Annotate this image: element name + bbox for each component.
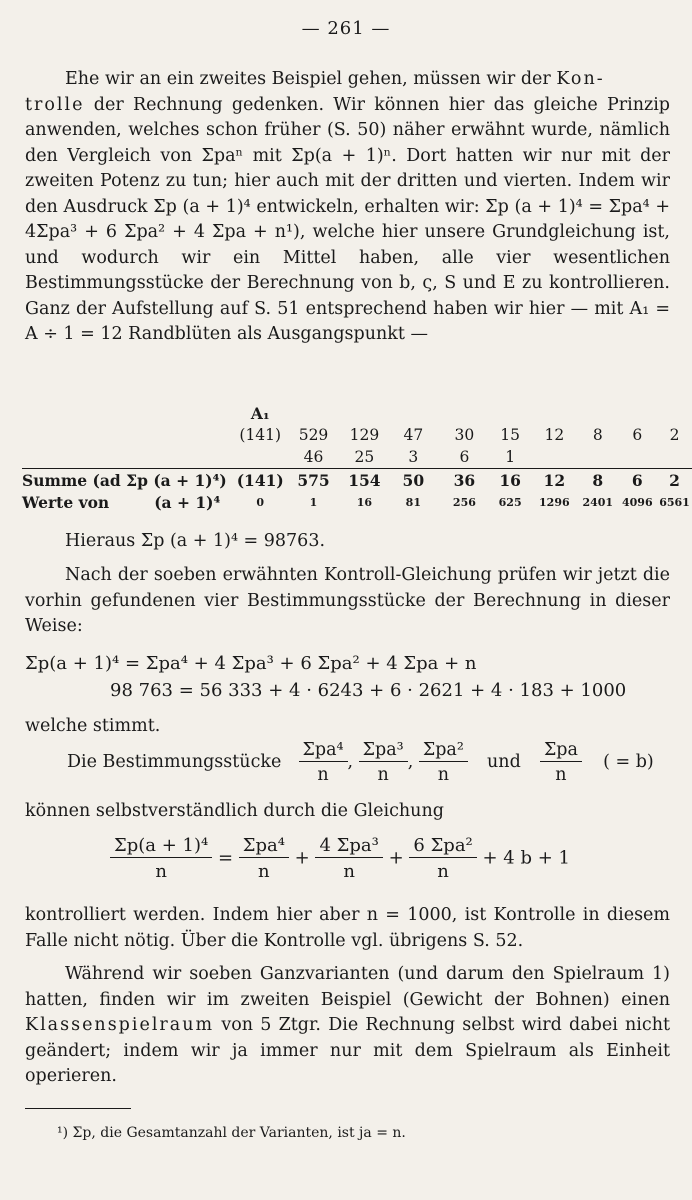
- table-header-row: [22, 402, 692, 424]
- control-equation-numeric: 98 763 = 56 333 + 4 · 6243 + 6 · 2621 + 4 · 183 + 1000: [110, 680, 627, 701]
- equals-b: ( = b): [603, 752, 654, 772]
- bestimmungsstuecke-line: Die Bestimmungsstücke $\frac{\text{Σpa⁴}}{n}$ , $\frac{\text{Σpa³}}{n}$ , $\frac{\text{Σpa²}}{n}$ und $\frac{\text{Σpa}}{n}$ ( = b): [67, 740, 654, 785]
- table-cell: 50: [387, 469, 439, 492]
- control-equation-symbolic: Σp(a + 1)⁴ = Σpa⁴ + 4 Σpa³ + 6 Σpa² + 4 Σpa + n: [25, 653, 477, 674]
- para1-text-start: Ehe wir an ein zweites Beispiel gehen, müssen wir der: [65, 69, 551, 89]
- fraction-pa3-n: $\frac{\text{Σpa³}}{n}$: [359, 740, 408, 785]
- table-cell: 12: [531, 469, 578, 492]
- table-cell: 129: [349, 426, 380, 444]
- fraction-term3: $\frac{\text{6 Σpa²}}{n}$: [409, 835, 476, 882]
- para1-text-body: der Rechnung gedenken. Wir können hier das gleiche Prinzip anwenden, welches schon früher (S. 50) näher erwähnt wurde, nämlich den Vergleich von Σpaⁿ mit Σp(a + 1)ⁿ. Dort hatten wir nur mit der zweiten Potenz zu tun; hier auch mit der dritten und vierten. Indem wir den Ausdruck Σp (a + 1)⁴ entwickeln, erhalten wir: Σp (a + 1)⁴ = Σpa⁴ + 4Σpa³ + 6 Σpa² + 4 Σpa + n¹), welche hier unsere Grundgleichung ist, und wodurch wir ein Mittel haben, alle vier wesentlichen Bestimmungsstücke der Berechnung von b, ς, S und E zu kontrollieren. Ganz der Aufstellung auf S. 51 entsprechend haben wir hier — mit A₁ = A ÷ 1 = 12 Randblüten als Ausgangspunkt —: [25, 94, 670, 344]
- fraction-term2: $\frac{\text{4 Σpa³}}{n}$: [315, 835, 382, 882]
- paragraph-control-equation: Nach der soeben erwähnten Kontroll-Gleichung prüfen wir jetzt die vorhin gefundenen vier Bestimmungsstücke der Berechnung in dieser Weise:: [25, 565, 670, 636]
- table-cell: 30: [454, 426, 475, 444]
- table-cell: 1296: [539, 495, 570, 509]
- table-cell: 6: [632, 426, 643, 444]
- und-word: und: [487, 752, 521, 772]
- fraction-pa-n: $\frac{\text{Σpa}}{n}$: [540, 740, 582, 785]
- footnote: ¹) Σp, die Gesamtanzahl der Varianten, ist ja = n.: [57, 1125, 406, 1141]
- table-cell: 16: [356, 495, 373, 509]
- werte-label: [22, 491, 235, 513]
- table-cell: [578, 446, 618, 469]
- para4-text-start: Während wir soeben Ganzvarianten (und darum den Spielraum 1) hatten, finden wir im zweiten Beispiel (Gewicht der Bohnen) einen: [25, 964, 670, 1010]
- table-header-a1: A₁: [250, 403, 270, 423]
- equation-tail: + 4 b + 1: [482, 847, 570, 869]
- table-cell: 25: [354, 448, 375, 466]
- koennen-line: können selbstverständlich durch die Gleichung: [25, 801, 444, 821]
- para1-continued-word: trolle: [25, 94, 85, 115]
- paragraph-kontrolliert: kontrolliert werden. Indem hier aber n = 1000, ist Kontrolle in diesem Falle nicht nötig. Über die Kontrolle vgl. übrigens S. 52.: [25, 905, 670, 951]
- verification-equation: $\frac{\text{Σp(a + 1)⁴}}{n}$ = $\frac{\text{Σpa⁴}}{n}$ + $\frac{\text{4 Σpa³}}{n}$ + $\frac{\text{6 Σpa²}}{n}$ + 4 b + 1: [110, 835, 570, 882]
- fraction-term1: $\frac{\text{Σpa⁴}}{n}$: [239, 835, 289, 882]
- table-cell: 4096: [622, 495, 653, 509]
- footnote-divider: [25, 1108, 131, 1109]
- klassenspielraum-term: Klassenspielraum: [25, 1015, 215, 1035]
- fraction-lhs: $\frac{\text{Σp(a + 1)⁴}}{n}$: [110, 835, 212, 882]
- table-sum-row: [22, 469, 692, 492]
- fraction-pa4-n: $\frac{\text{Σpa⁴}}{n}$: [299, 740, 348, 785]
- table-cell: 16: [490, 469, 531, 492]
- table-cell: 1: [505, 448, 516, 466]
- para1-hyphen-part: Kon-: [556, 69, 605, 89]
- paragraph-klassenspielraum: [25, 962, 670, 1090]
- table-cell: 81: [405, 495, 421, 509]
- table-cell: 6: [459, 448, 470, 466]
- table-cell: 8: [592, 426, 603, 444]
- table-row-1: [22, 424, 692, 446]
- sum-label: Summe (ad Σp (a + 1)⁴): [22, 469, 235, 492]
- table-cell: 529: [298, 426, 329, 444]
- table-cell: 2: [669, 426, 680, 444]
- table-cell: 256: [452, 495, 476, 509]
- paragraph-control-principle: [25, 67, 670, 348]
- stimmt-line: welche stimmt.: [25, 716, 161, 736]
- table-cell: 154: [341, 469, 387, 492]
- hieraus-line: Hieraus Σp (a + 1)⁴ = 98763.: [65, 531, 326, 551]
- table-cell: 575: [286, 469, 342, 492]
- table-cell: 47: [403, 426, 424, 444]
- fraction-pa2-n: $\frac{\text{Σpa²}}{n}$: [419, 740, 468, 785]
- frequency-table: [22, 402, 692, 513]
- table-cell: 1: [309, 495, 318, 509]
- table-cell: 15: [500, 426, 520, 444]
- table-cell: [235, 446, 286, 469]
- table-cell: 36: [439, 469, 489, 492]
- table-cell: [618, 446, 658, 469]
- table-cell: 3: [408, 448, 419, 466]
- werte-expression: (a + 1)⁴: [154, 492, 221, 512]
- table-cell: 6: [618, 469, 658, 492]
- table-cell: [657, 446, 692, 469]
- table-cell: 8: [578, 469, 618, 492]
- bestimmung-lead: Die Bestimmungsstücke: [67, 752, 282, 772]
- table-werte-row: [22, 491, 692, 513]
- table-cell: 6561: [659, 495, 690, 509]
- page-number: — 261 —: [301, 18, 391, 39]
- table-cell: 0: [256, 495, 265, 509]
- werte-label-text: Werte von: [22, 492, 110, 512]
- table-cell: (141): [236, 470, 284, 490]
- table-cell: 46: [303, 448, 324, 466]
- table-cell: 12: [544, 426, 565, 444]
- para4-text-end: von 5 Ztgr. Die Rechnung selbst wird dabei nicht geändert; indem wir ja immer nur mit dem Spielraum als Einheit operieren.: [25, 1015, 670, 1086]
- table-cell: 2401: [582, 495, 614, 509]
- table-cell: 2: [657, 469, 692, 492]
- table-cell: [531, 446, 578, 469]
- table-cell: (141): [239, 426, 282, 444]
- table-cell: 625: [498, 495, 522, 509]
- table-row-2: [22, 446, 692, 469]
